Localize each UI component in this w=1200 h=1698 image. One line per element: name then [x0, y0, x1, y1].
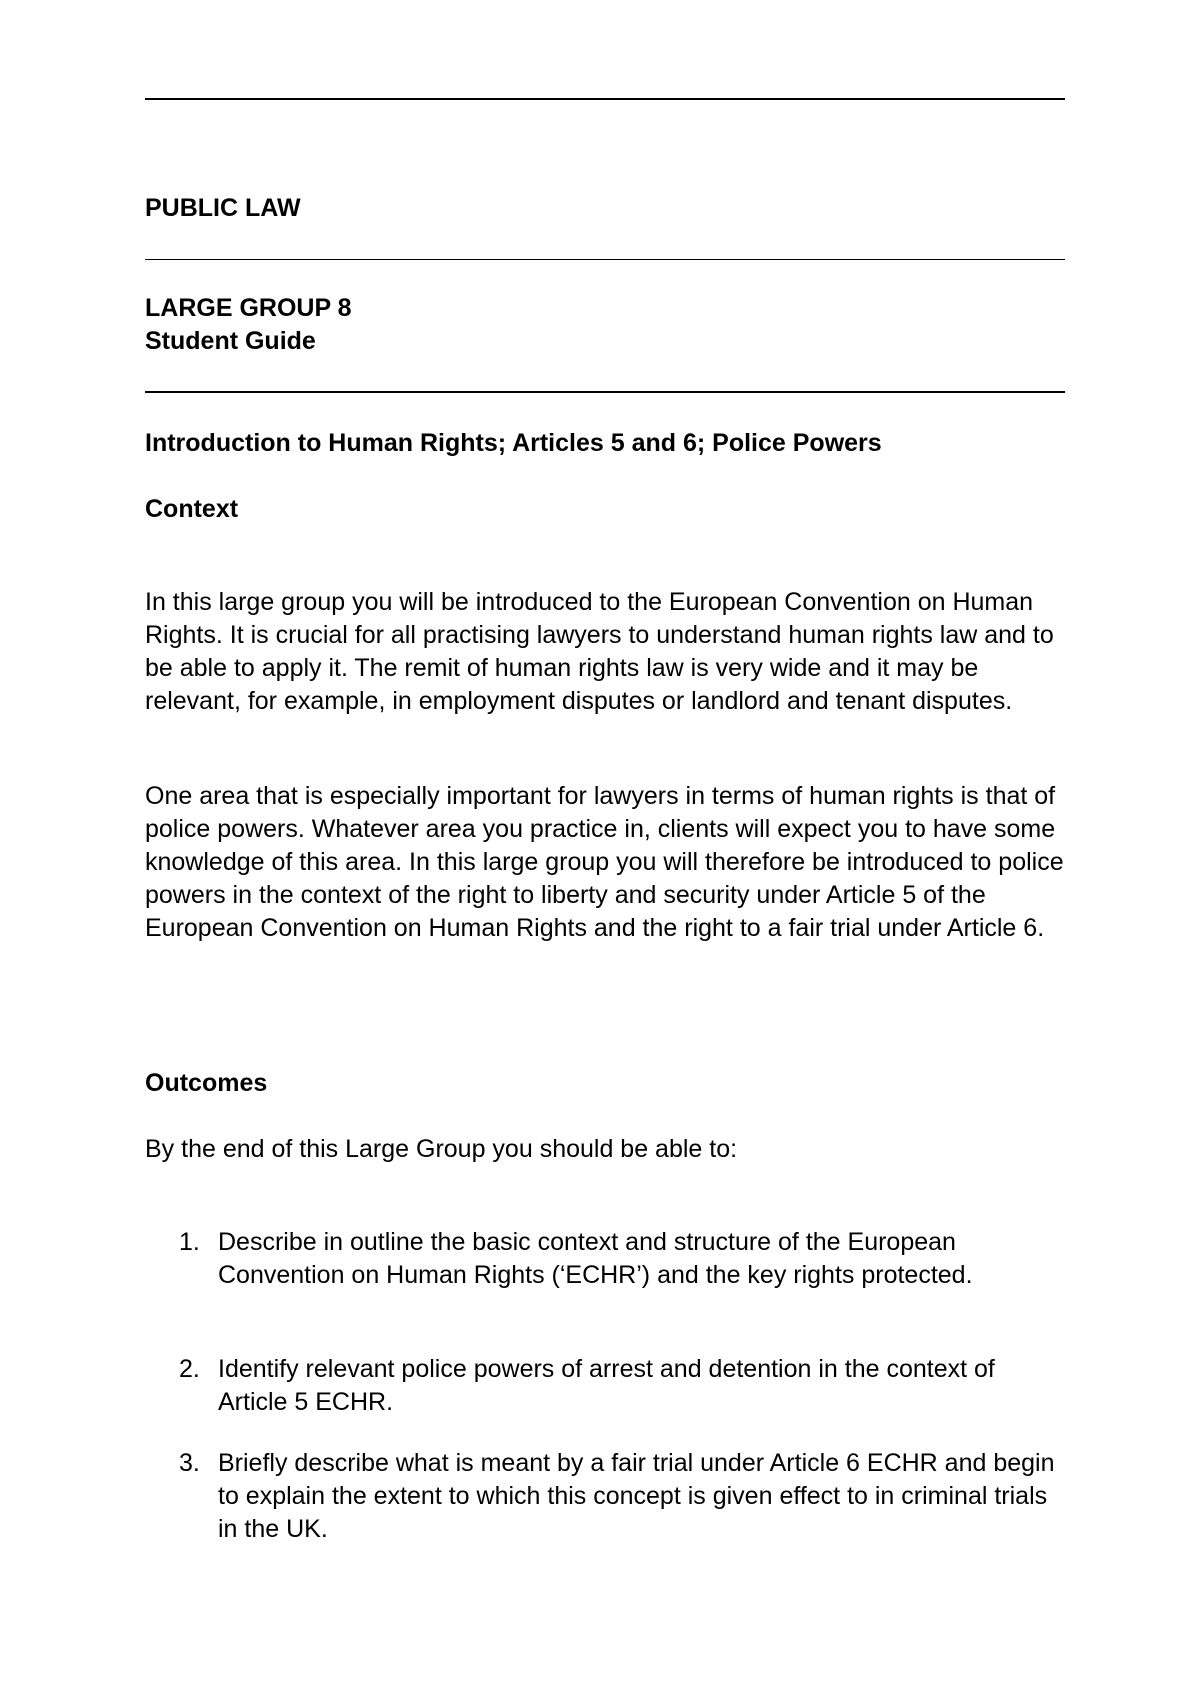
guide-subtitle: Student Guide: [145, 327, 316, 355]
top-divider: [145, 98, 1065, 100]
page-title: Introduction to Human Rights; Articles 5 and 6; Police Powers: [145, 429, 882, 457]
list-item-text: Describe in outline the basic context and structure of the European Convention on Human Rights (‘ECHR’) and the key rights protected.: [218, 1228, 973, 1289]
outcomes-intro: By the end of this Large Group you should be able to:: [145, 1135, 738, 1163]
outcomes-heading: Outcomes: [145, 1069, 268, 1097]
list-item-text: Briefly describe what is meant by a fair trial under Article 6 ECHR and begin to explain the extent to which this concept is given effect to in criminal trials in the UK.: [218, 1449, 1055, 1543]
divider-after-header: [145, 391, 1065, 393]
list-item-number: 3.: [179, 1449, 200, 1477]
context-paragraph-2: One area that is especially important for lawyers in terms of human rights is that of police powers. Whatever area you practice in, clients will expect you to have some knowledge of this area. In this large group you will therefore be introduced to police powers in the context of the right to liberty and security under Article 5 of the European Convention on Human Rights and the right to a fair trial under Article 6.: [145, 782, 1064, 942]
context-paragraph-1: In this large group you will be introduced to the European Convention on Human Rights. It is crucial for all practising lawyers to understand human rights law and to be able to apply it. The remit of human rights law is very wide and it may be relevant, for example, in employment disputes or landlord and tenant disputes.: [145, 588, 1054, 715]
context-heading: Context: [145, 495, 239, 523]
list-item-number: 1.: [179, 1228, 200, 1256]
list-item-number: 2.: [179, 1355, 200, 1383]
group-title: LARGE GROUP 8: [145, 294, 352, 322]
divider-after-course: [145, 259, 1065, 260]
list-item-text: Identify relevant police powers of arrest and detention in the context of Article 5 ECHR.: [218, 1355, 995, 1416]
document-page: [145, 0, 1065, 1698]
course-title: PUBLIC LAW: [145, 194, 301, 222]
